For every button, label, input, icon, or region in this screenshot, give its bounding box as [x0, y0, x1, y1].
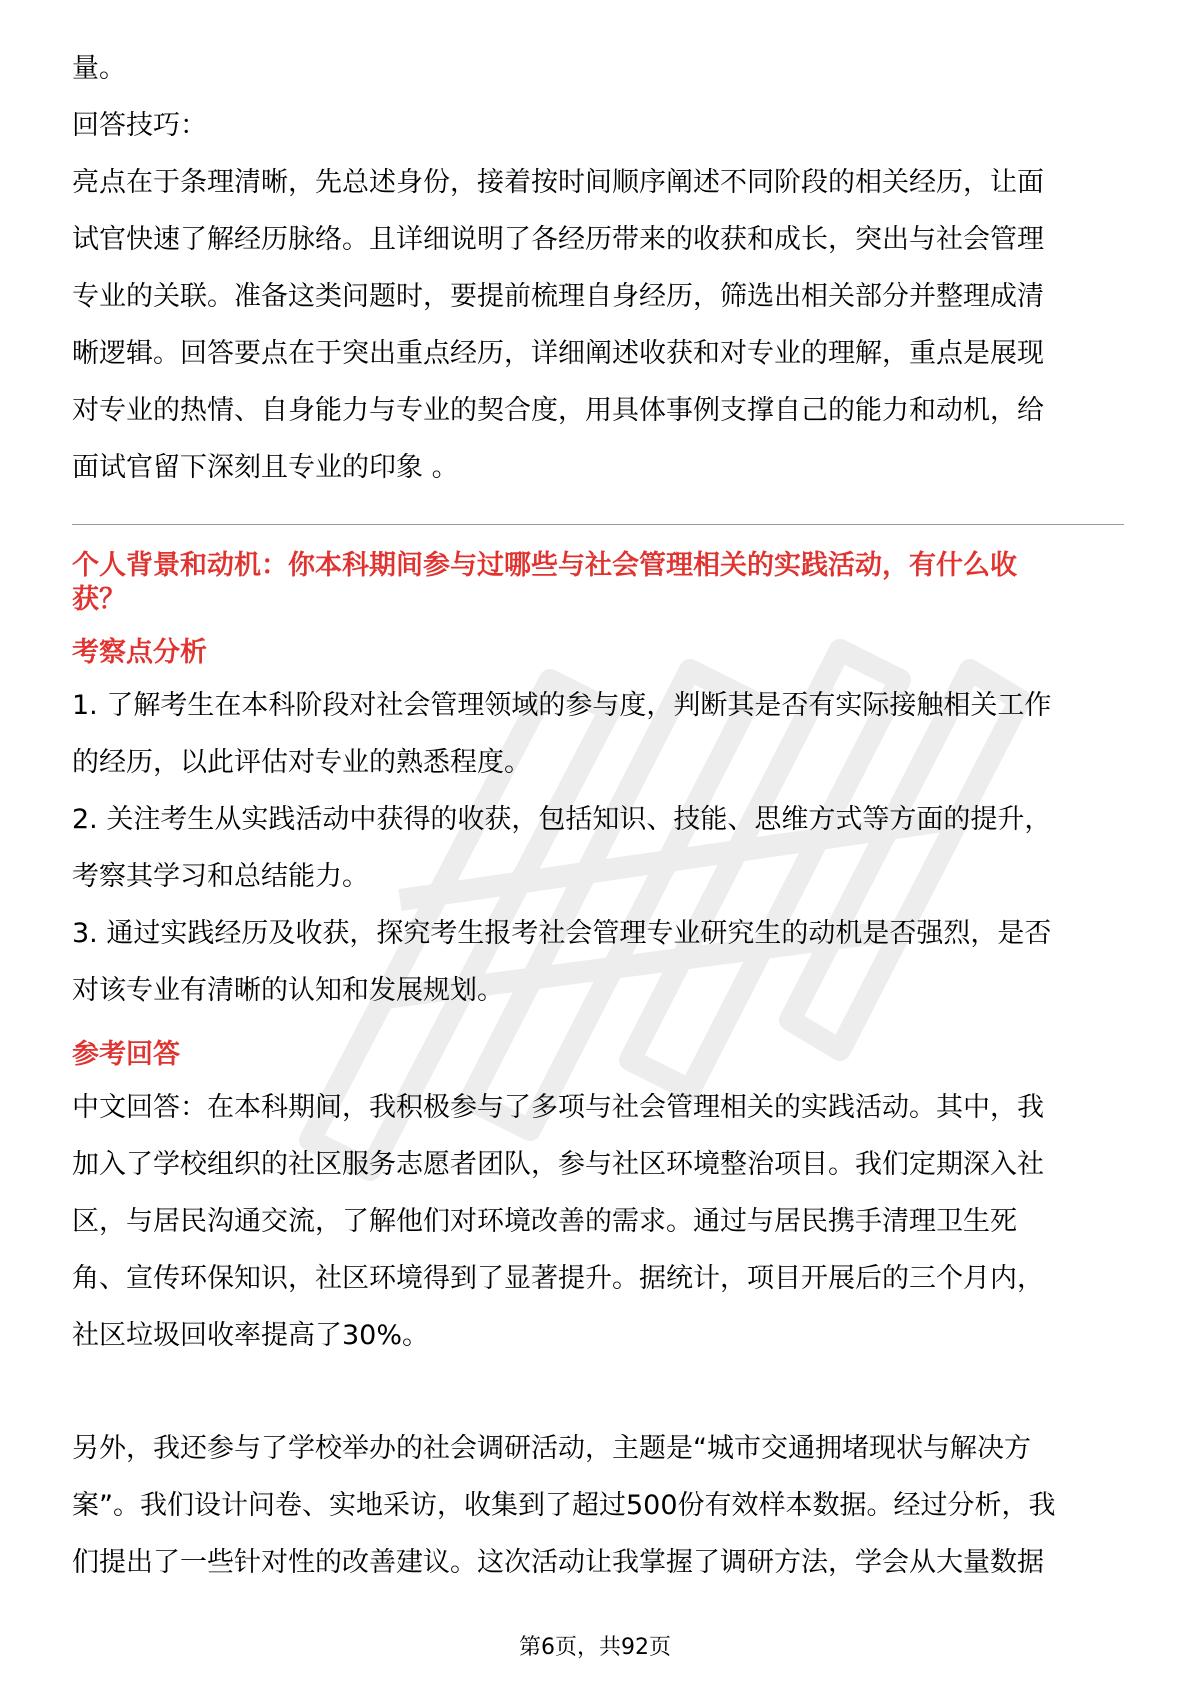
analysis-line: 考察其学习和总结能力。 [72, 861, 369, 892]
page-indicator: 第6页，共92页 [519, 1635, 671, 1660]
answer-heading: 参考回答 [72, 1039, 180, 1070]
answer-line: 中文回答：在本科期间，我积极参与了多项与社会管理相关的实践活动。其中，我 [72, 1092, 1044, 1123]
answer-line: 区，与居民沟通交流，了解他们对环境改善的需求。通过与居民携手清理卫生死 [72, 1206, 1017, 1237]
answer-line: 角、宣传环保知识，社区环境得到了显著提升。据统计，项目开展后的三个月内， [72, 1263, 1044, 1294]
tips-line: 试官快速了解经历脉络。且详细说明了各经历带来的收获和成长，突出与社会管理 [72, 224, 1044, 255]
answer-tips-section [72, 40, 1124, 496]
paragraph-gap [72, 1364, 1124, 1420]
analysis-line: 对该专业有清晰的认知和发展规划。 [72, 975, 504, 1006]
tips-line: 专业的关联。准备这类问题时，要提前梳理自身经历，筛选出相关部分并整理成清 [72, 281, 1044, 312]
analysis-line: 2. 关注考生从实践活动中获得的收获，包括知识、技能、思维方式等方面的提升， [72, 804, 1052, 835]
section-divider [72, 524, 1124, 525]
analysis-line: 的经历，以此评估对专业的熟悉程度。 [72, 747, 531, 778]
answer-line: 加入了学校组织的社区服务志愿者团队，参与社区环境整治项目。我们定期深入社 [72, 1149, 1044, 1180]
analysis-heading: 考察点分析 [72, 637, 207, 668]
analysis-line: 1. 了解考生在本科阶段对社会管理领域的参与度，判断其是否有实际接触相关工作 [72, 690, 1052, 721]
analysis-line: 3. 通过实践经历及收获，探究考生报考社会管理专业研究生的动机是否强烈，是否 [72, 918, 1052, 949]
answer-line: 社区垃圾回收率提高了30%。 [72, 1320, 430, 1351]
question-line: 获？ [72, 584, 126, 615]
tips-line: 面试官留下深刻且专业的印象 。 [72, 452, 459, 483]
tips-line: 亮点在于条理清晰，先总述身份，接着按时间顺序阐述不同阶段的相关经历，让面 [72, 167, 1044, 198]
answer-line: 另外，我还参与了学校举办的社会调研活动，主题是“城市交通拥堵现状与解决方 [72, 1433, 1031, 1464]
answer-line: 们提出了一些针对性的改善建议。这次活动让我掌握了调研方法，学会从大量数据 [72, 1547, 1044, 1578]
document-page [72, 40, 1124, 1591]
tips-label: 回答技巧： [72, 110, 207, 141]
tips-line: 晰逻辑。回答要点在于突出重点经历，详细阐述收获和对专业的理解，重点是展现 [72, 338, 1044, 369]
question-line: 个人背景和动机：你本科期间参与过哪些与社会管理相关的实践活动，有什么收 [72, 550, 1017, 581]
answer-line: 案”。我们设计问卷、实地采访，收集到了超过500份有效样本数据。经过分析，我 [72, 1490, 1056, 1521]
tips-line: 对专业的热情、自身能力与专业的契合度，用具体事例支撑自己的能力和动机，给 [72, 395, 1044, 426]
paragraph-tail: 量。 [72, 53, 126, 84]
